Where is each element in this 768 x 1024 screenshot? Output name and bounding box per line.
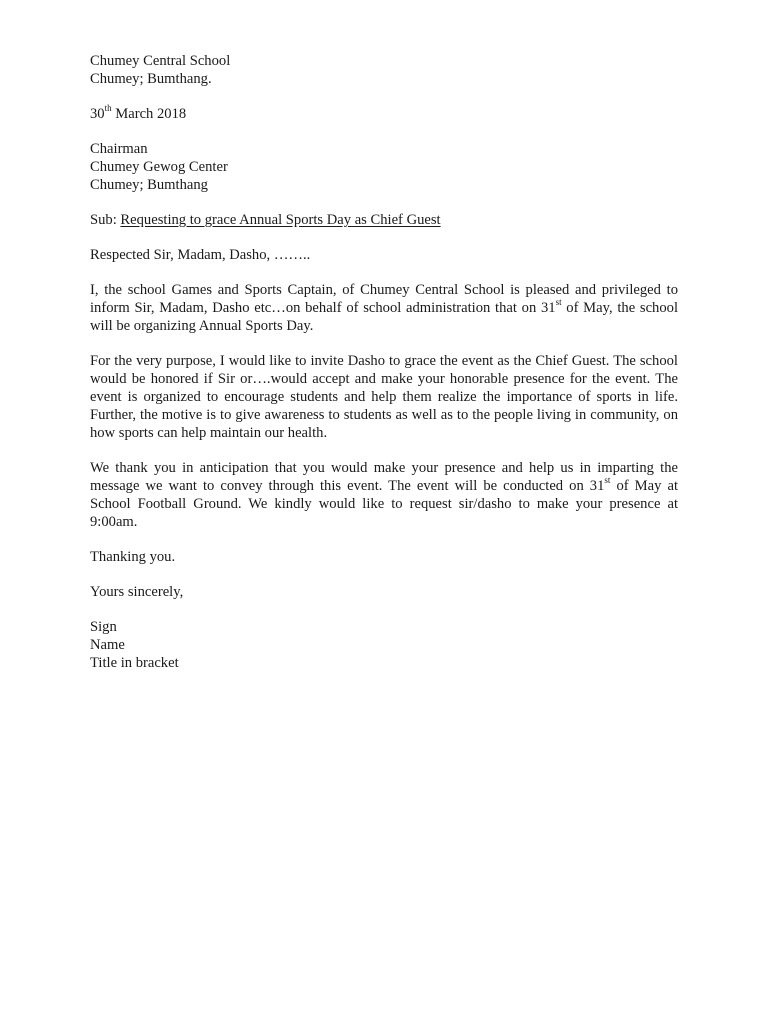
signature-sign: Sign: [90, 619, 117, 635]
paragraph-purpose: For the very purpose, I would like to invite Dasho to grace the event as the Chief Guest. The school would be honored if Sir or….would accept and make your honorable presence for the event. The event is organized to encourage students and help them realize the importance of sports in life. Further, the motive is to give awareness to students as well as to the people living in community, on how sports can help maintain our health.: [90, 353, 678, 441]
subject-label: Sub:: [90, 212, 121, 228]
recipient-address: Chumey; Bumthang: [90, 177, 208, 193]
signature-title: Title in bracket: [90, 655, 179, 671]
para3-text-a: We thank you in anticipation that you would make your presence and help us in imparting the message we want to convey through this event. The event will be conducted on 31: [90, 460, 678, 494]
closing-line: Yours sincerely,: [90, 584, 184, 600]
sender-school: Chumey Central School: [90, 53, 231, 69]
para3-sup: st: [604, 475, 611, 486]
recipient-title: Chairman: [90, 141, 148, 157]
recipient-office: Chumey Gewog Center: [90, 159, 228, 175]
letter: [90, 52, 678, 672]
recipient-block: [90, 140, 678, 194]
signature-block: [90, 618, 678, 672]
para1-sup: st: [555, 297, 562, 308]
subject-line: [90, 211, 678, 229]
para3-text-b: of May at School Football Ground. We kindly would like to request sir/dasho to make your presence at 9:00am.: [90, 478, 679, 530]
date-day: 30: [90, 106, 105, 122]
thanks-line: Thanking you.: [90, 549, 176, 565]
subject-text: Requesting to grace Annual Sports Day as Chief Guest: [120, 212, 441, 228]
para1-text-a: I, the school Games and Sports Captain, of Chumey Central School is pleased and privileged to inform Sir, Madam, Dasho etc…on behalf of school administration that on 31: [90, 282, 678, 316]
salutation: Respected Sir, Madam, Dasho, ……..: [90, 247, 311, 263]
sender-address: Chumey; Bumthang.: [90, 71, 212, 87]
letter-date: [90, 105, 678, 123]
sender-block: [90, 52, 678, 88]
date-rest: March 2018: [111, 106, 187, 122]
signature-name: Name: [90, 637, 125, 653]
paragraph-event-details: [90, 459, 678, 531]
para1-text-b: of May, the school will be organizing Annual Sports Day.: [90, 300, 678, 334]
paragraph-invitation-intro: [90, 281, 678, 335]
date-suffix: th: [104, 103, 112, 114]
